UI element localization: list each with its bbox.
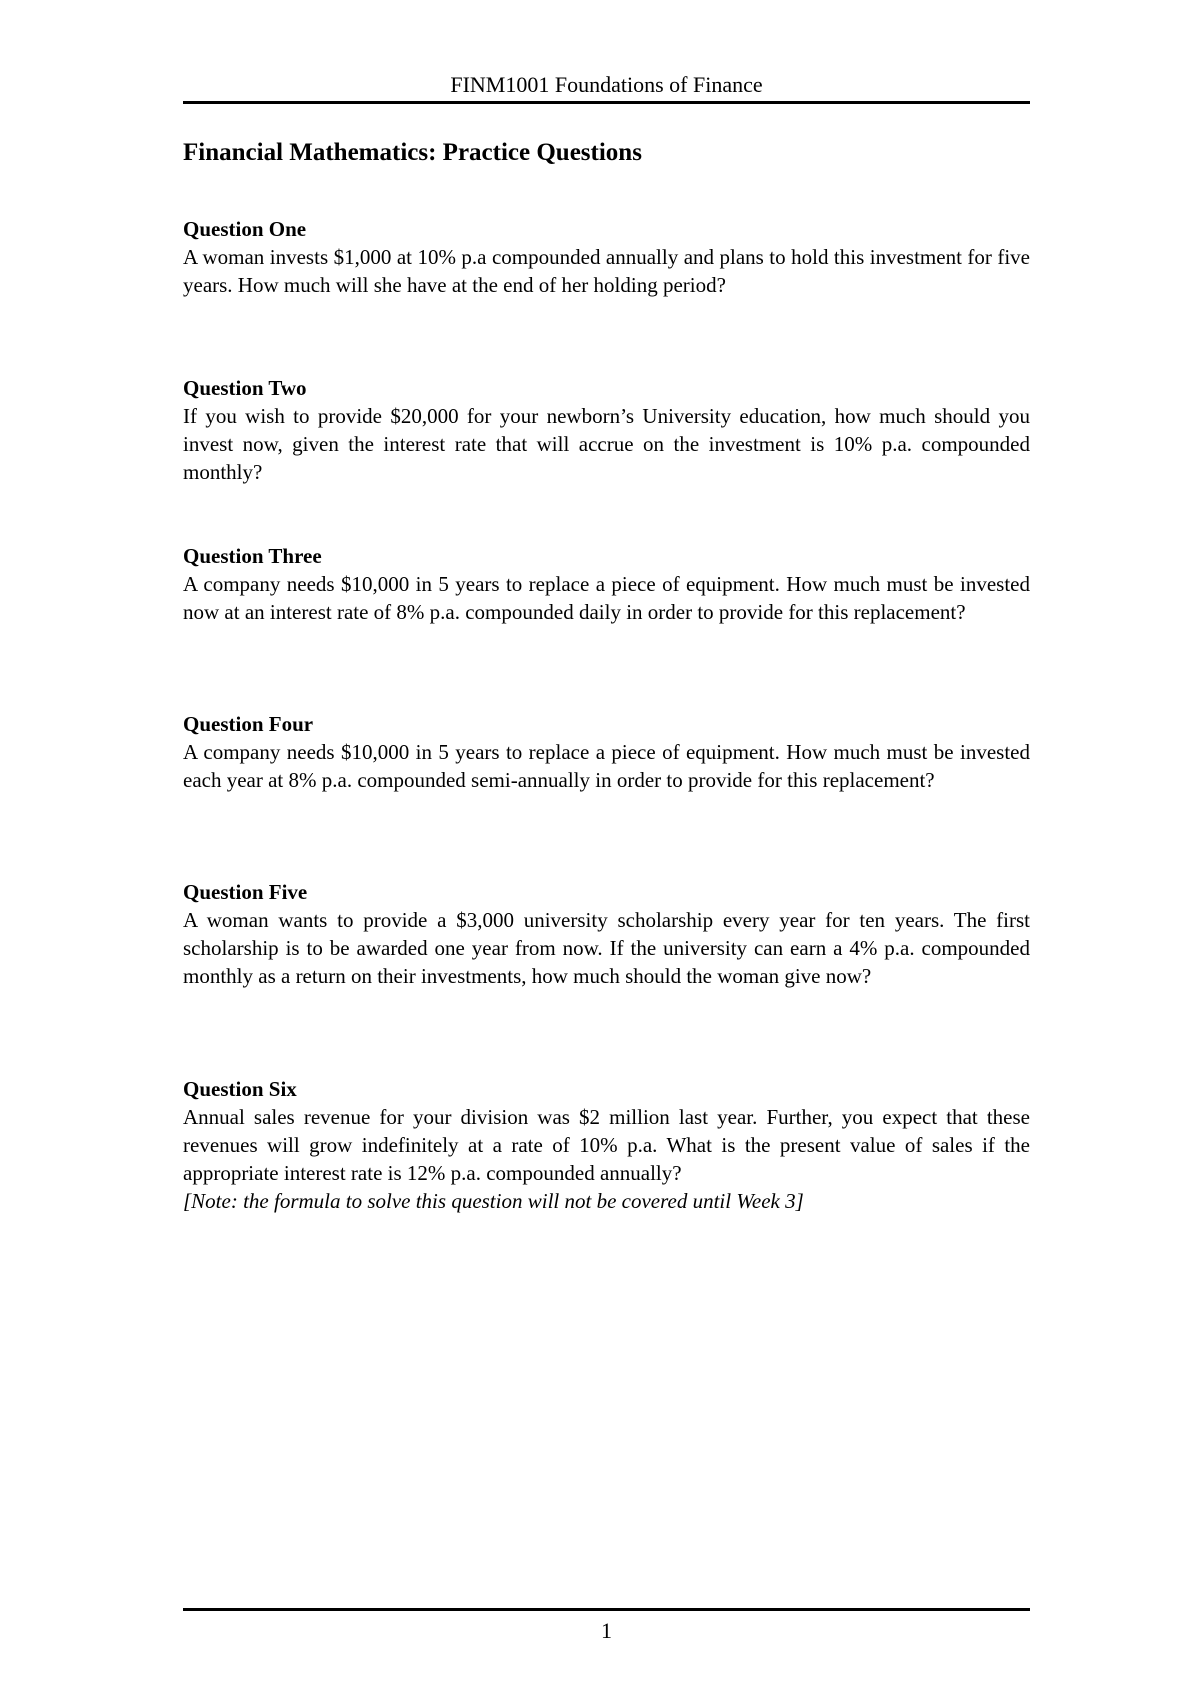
question-body: A company needs $10,000 in 5 years to replace a piece of equipment. How much must be invested now at an interest rate of 8% p.a. compounded daily in order to provide for this replacement? [183,572,1030,624]
question-three [183,542,1030,626]
running-header: FINM1001 Foundations of Finance [450,72,763,97]
question-five [183,878,1030,990]
question-six [183,1075,1030,1215]
question-body: A woman invests $1,000 at 10% p.a compounded annually and plans to hold this investment for five years. How much will she have at the end of her holding period? [183,245,1030,297]
question-heading: Question Three [183,544,322,568]
page-number: 1 [601,1618,612,1643]
question-two [183,374,1030,486]
document-title: Financial Mathematics: Practice Questions [183,139,642,166]
question-four [183,710,1030,794]
question-heading: Question Six [183,1077,297,1101]
question-heading: Question Four [183,712,314,736]
footer-rule [183,1608,1030,1611]
question-heading: Question Two [183,376,307,400]
question-heading: Question One [183,217,307,241]
question-body: Annual sales revenue for your division was $2 million last year. Further, you expect that these revenues will grow indefinitely at a rate of 10% p.a. What is the present value of sales if the appropriate interest rate is 12% p.a. compounded annually? [183,1105,1030,1185]
question-note: [Note: the formula to solve this question will not be covered until Week 3] [183,1189,804,1213]
question-body: A woman wants to provide a $3,000 university scholarship every year for ten years. The first scholarship is to be awarded one year from now. If the university can earn a 4% p.a. compounded monthly as a return on their investments, how much should the woman give now? [183,908,1030,988]
question-body: A company needs $10,000 in 5 years to replace a piece of equipment. How much must be invested each year at 8% p.a. compounded semi-annually in order to provide for this replacement? [183,740,1030,792]
header-rule [183,101,1030,104]
question-heading: Question Five [183,880,308,904]
question-body: If you wish to provide $20,000 for your newborn’s University education, how much should you invest now, given the interest rate that will accrue on the investment is 10% p.a. compounded monthly? [183,404,1030,484]
question-one [183,215,1030,299]
